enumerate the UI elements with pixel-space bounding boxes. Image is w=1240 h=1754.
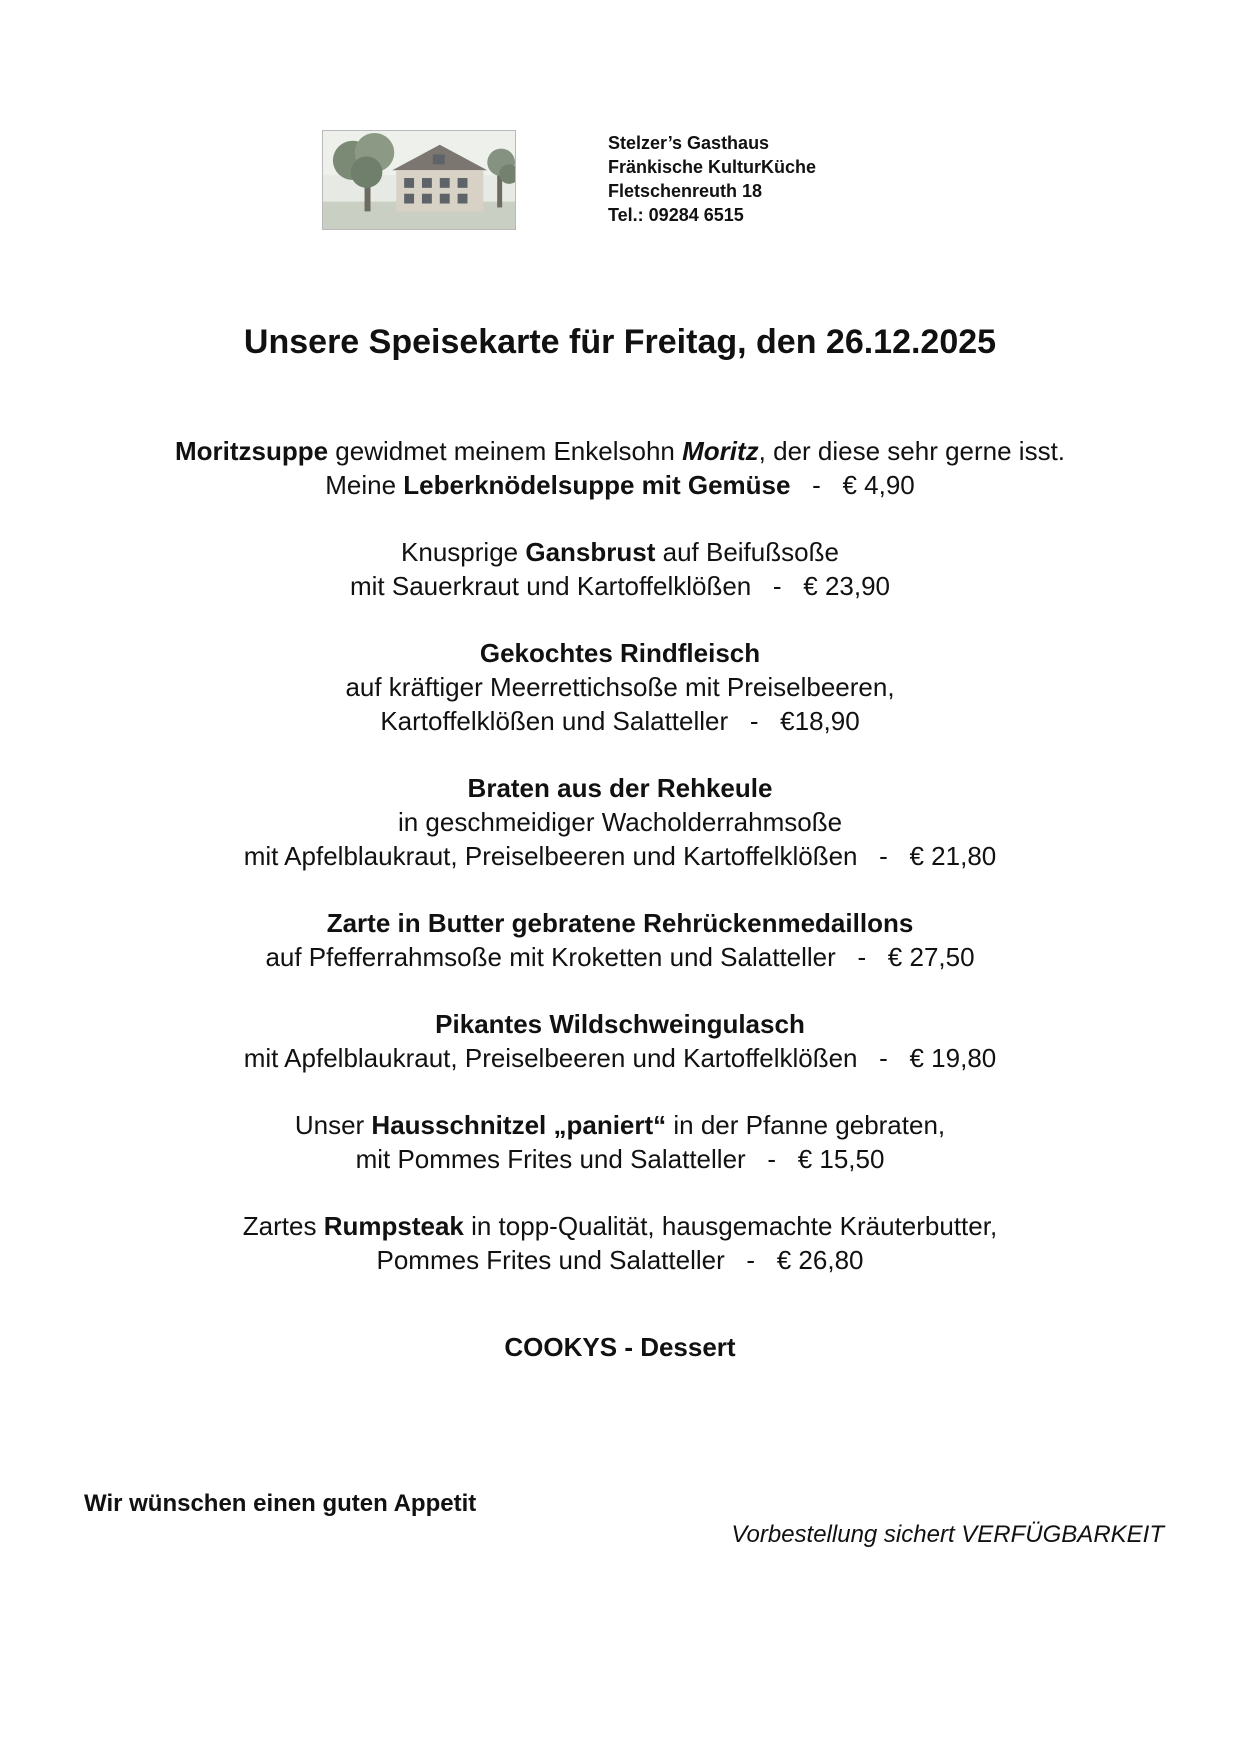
appetit-note: Wir wünschen einen guten Appetit	[84, 1490, 477, 1517]
menu-item-beef	[0, 636, 1240, 738]
dish-name-text: Braten aus der Rehkeule	[467, 773, 773, 803]
restaurant-phone: Tel.: 09284 6515	[608, 205, 744, 225]
dish-text: in der Pfanne gebraten,	[666, 1110, 946, 1140]
dish-description: mit Pommes Frites und Salatteller - € 15,50	[355, 1144, 885, 1174]
dish-description: auf Pfefferrahmsoße mit Kroketten und Salatteller - € 27,50	[265, 942, 975, 972]
dish-description: Kartoffelklößen und Salatteller - €18,90	[380, 706, 860, 736]
dish-text: Unser	[294, 1110, 372, 1140]
gasthaus-photo	[322, 130, 516, 230]
dessert-line: COOKYS - Dessert	[504, 1332, 736, 1362]
dish-name-text: Gekochtes Rindfleisch	[479, 638, 761, 668]
menu-item-line	[0, 468, 1240, 502]
dish-text: gewidmet meinem Enkelsohn	[328, 436, 683, 466]
dish-text: in topp-Qualität, hausgemachte Kräuterbutter,	[463, 1211, 998, 1241]
menu-item-line	[0, 1209, 1240, 1243]
dish-text: auf Beifußsoße	[655, 537, 839, 567]
address-block	[608, 131, 816, 227]
dish-text: , der diese sehr gerne isst.	[758, 436, 1066, 466]
menu-item-schnitzel	[0, 1108, 1240, 1176]
dish-text: Meine	[325, 470, 404, 500]
menu-item-soup	[0, 434, 1240, 502]
dish-name	[0, 771, 1240, 805]
dish-description: auf kräftiger Meerrettichsoße mit Preiselbeeren,	[345, 672, 895, 702]
menu-item-line	[0, 434, 1240, 468]
menu-item-line	[0, 1108, 1240, 1142]
dish-description: mit Apfelblaukraut, Preiselbeeren und Kartoffelklößen - € 21,80	[243, 841, 997, 871]
page-title: Unsere Speisekarte für Freitag, den 26.12.2025	[243, 323, 997, 361]
reservation-note: Vorbestellung sichert VERFÜGBARKEIT	[731, 1521, 1164, 1548]
dish-name: Leberknödelsuppe mit Gemüse	[403, 470, 791, 500]
dish-description: mit Apfelblaukraut, Preiselbeeren und Kartoffelklößen - € 19,80	[243, 1043, 997, 1073]
dish-name: Moritzsuppe	[174, 436, 329, 466]
dish-description: Pommes Frites und Salatteller - € 26,80	[376, 1245, 864, 1275]
dish-name: Rumpsteak	[323, 1211, 464, 1241]
dish-price: - € 4,90	[790, 470, 915, 500]
dish-name-italic: Moritz	[682, 436, 759, 466]
menu-item-venison-roast	[0, 771, 1240, 873]
dish-name: Gansbrust	[525, 537, 656, 567]
restaurant-street: Fletschenreuth 18	[608, 181, 763, 201]
menu-list	[0, 434, 1240, 1310]
dish-description: in geschmeidiger Wacholderrahmsoße	[397, 807, 843, 837]
restaurant-name: Stelzer’s Gasthaus	[608, 133, 770, 153]
dish-name-text: Pikantes Wildschweingulasch	[435, 1009, 805, 1039]
menu-item-boar	[0, 1007, 1240, 1075]
dish-name	[0, 906, 1240, 940]
restaurant-subtitle: Fränkische KulturKüche	[608, 157, 817, 177]
dish-text: Zartes	[242, 1211, 324, 1241]
dish-name	[0, 1007, 1240, 1041]
menu-item-line	[0, 535, 1240, 569]
dish-text: Knusprige	[401, 537, 526, 567]
menu-item-rumpsteak	[0, 1209, 1240, 1277]
menu-item-venison-medallions	[0, 906, 1240, 974]
dish-name	[0, 636, 1240, 670]
menu-item-goose	[0, 535, 1240, 603]
house-photo-icon	[323, 131, 515, 229]
dish-description: mit Sauerkraut und Kartoffelklößen - € 23,90	[349, 571, 891, 601]
dish-name-text: Zarte in Butter gebratene Rehrückenmedaillons	[326, 908, 914, 938]
dish-name: Hausschnitzel „paniert“	[371, 1110, 667, 1140]
